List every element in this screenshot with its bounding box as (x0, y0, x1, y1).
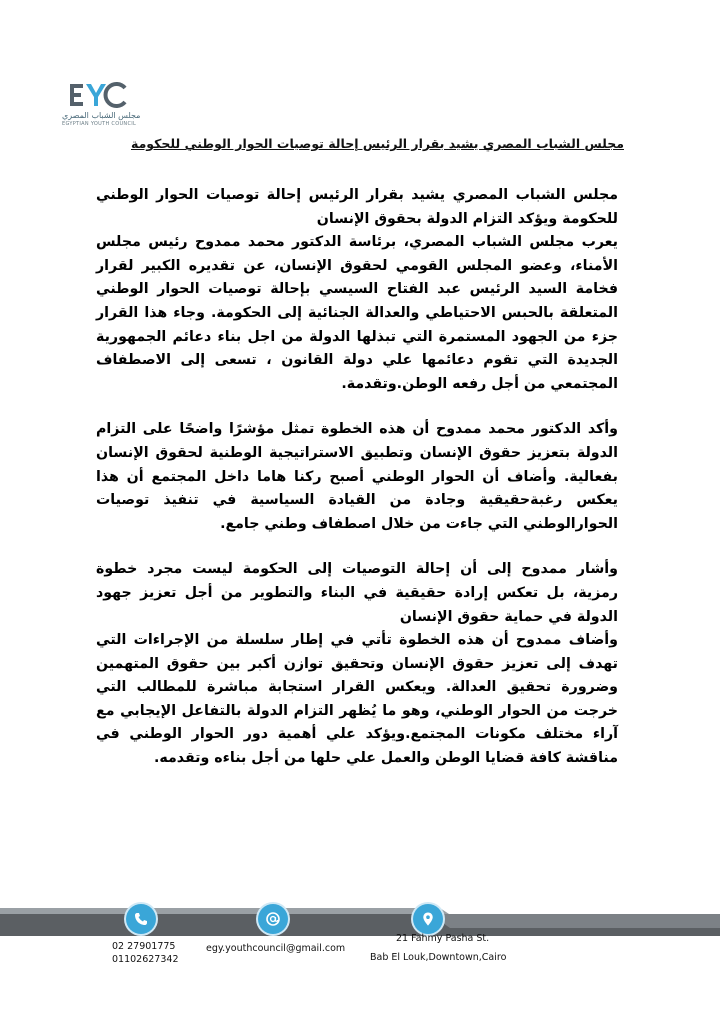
paragraph-intro: يعرب مجلس الشباب المصري، برئاسة الدكتور محمد ممدوح رئيس مجلس الأمناء، وعضو المجلس القومي لحقوق الإنسان، عن تقديره الكبير لقرار فخامة السيد الرئيس عبد الفتاح السيسي بإحالة توصيات الحوار الوطني المتعلقة بالحبس الاحتياطي والعدالة الجنائية إلى الحكومة. وجاء هذا القرار جزء من الجهود المستمرة التي تبذلها الدولة من اجل بناء دعائم الجمهورية الجديدة التي تقوم دعائمها علي دولة القانون ، تسعى إلى الاصطفاف المجتمعي من أجل رفعه الوطن.وتقدمة. (96, 234, 618, 392)
article-body (96, 184, 618, 771)
footer-phone-1: 02 27901775 (112, 941, 176, 952)
paragraph-headline: مجلس الشباب المصري يشيد بقرار الرئيس إحالة توصيات الحوار الوطني للحكومة ويؤكد التزام الدولة بحقوق الإنسان (96, 187, 618, 227)
paragraph-conclusion: وأضاف ممدوح أن هذه الخطوة تأتي في إطار سلسلة من الإجراءات التي تهدف إلى تعزيز حقوق الإنسان وتحقيق توازن أكبر بين حقوق المتهمين وضرورة تحقيق العدالة. ويعكس القرار استجابة مباشرة للمطالب التي خرجت من الحوار الوطني، وهو ما يُظهر التزام الدولة بالتفاعل الإيجابي مع آراء مختلف مكونات المجتمع.ويؤكد علي أهمية دور الحوار الوطني في مناقشة كافة قضايا الوطن والعمل علي حلها من أجل بناءه وتقدمه. (96, 632, 618, 767)
footer-phone-2: 01102627342 (112, 954, 179, 965)
document-header-title: مجلس الشباب المصري يشيد بقرار الرئيس إحالة توصيات الحوار الوطني للحكومة (130, 136, 624, 151)
footer-email[interactable]: egy.youthcouncil@gmail.com (206, 943, 346, 954)
council-logo (62, 78, 141, 130)
footer-address-line-1: 21 Fahmy Pasha St. (396, 933, 490, 944)
location-pin-icon (413, 904, 443, 934)
logo-arabic-name: مجلس الشباب المصري (62, 111, 141, 120)
email-icon (258, 904, 288, 934)
paragraph-statement: وأكد الدكتور محمد ممدوح أن هذه الخطوة تمثل مؤشرًا واضحًا على التزام الدولة بتعزيز حقوق الإنسان وتطبيق الاستراتيجية الوطنية لحقوق الإنسان بفعالية. وأضاف أن الحوار الوطني أصبح ركنا هاما داخل المجتمع أن هذا يعكس رغبةحقيقية وجادة من القيادة السياسية في تنفيذ توصيات الحوارالوطني التي جاءت من خلال اصطفاف وطني جامع. (96, 421, 618, 532)
logo-english-name: EGYPTIAN YOUTH COUNCIL (62, 121, 137, 127)
eyc-logo-mark (68, 78, 128, 112)
footer-address-line-2: Bab El Louk,Downtown,Cairo (370, 952, 507, 963)
phone-icon (126, 904, 156, 934)
footer-band-graphic (0, 888, 720, 1018)
document-footer (0, 888, 720, 1018)
paragraph-recommendations: وأشار ممدوح إلى أن إحالة التوصيات إلى الحكومة ليست مجرد خطوة رمزية، بل تعكس إرادة حقيقية في البناء والتطوير من أجل تعزيز جهود الدولة في حماية حقوق الإنسان (96, 561, 618, 625)
